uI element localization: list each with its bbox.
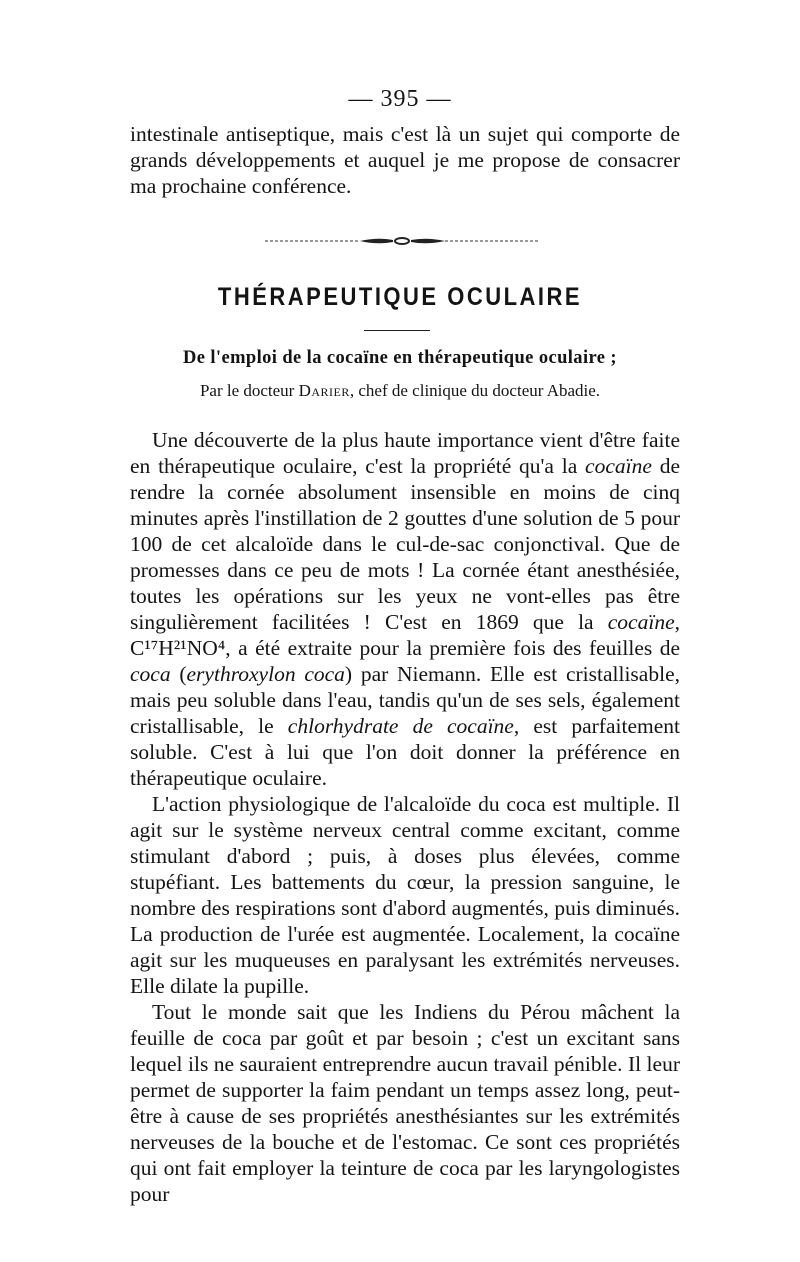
p1-text-3: , C¹⁷H²¹NO⁴, a été extraite pour la première fois des feuilles de [130,610,680,660]
ornamental-rule-icon [265,236,540,246]
byline-prefix: Par le docteur [199,381,299,400]
p1-text-4: ( [170,662,187,686]
paragraph-3: Tout le monde sait que les Indiens du Pérou mâchent la feuille de coca par goût et par besoin ; c'est un excitant sans lequel ils ne sauraient entreprendre aucun travail pénible. Il leur permet de supporter la faim pendant un temps assez long, peut-être à cause de ses propriétés anesthésiantes sur les extrémités nerveuses de la bouche et de l'estomac. Ce sont ces propriétés qui ont fait employer la teinture de coca par les laryngologistes pour [130,1000,680,1206]
page-number: — 395 — [348,86,452,112]
section-title: THÉRAPEUTIQUE OCULAIRE [217,282,583,311]
article-body [130,427,680,1207]
p1-italic-4: erythroxylon coca [186,662,345,686]
byline-suffix: , chef de clinique du docteur Abadie. [349,381,601,400]
author-name: Darier [298,381,350,400]
p1-italic-3: coca [130,662,171,686]
p1-italic-2: cocaïne [607,610,675,634]
opening-text-block [130,121,680,199]
opening-paragraph: intestinale antiseptique, mais c'est là un sujet qui comporte de grands développements et auquel je me propose de consacrer ma prochaine conférence. [130,122,680,198]
p1-text-2: de rendre la cornée absolument insensible en moins de cinq minutes après l'instillation de 2 gouttes d'une solution de 5 pour 100 de cet alcaloïde dans le cul-de-sac conjonctival. Que de promesses dans ce peu de mots ! La cornée étant anesthésiée, toutes les opérations sur les yeux ne vont-elles pas être singulièrement facilitées ! C'est en 1869 que la [130,454,680,634]
p1-text-1: Une découverte de la plus haute importance vient d'être faite en thérapeutique oculaire, c'est la propriété qu'a la [130,428,680,478]
article-heading: De l'emploi de la cocaïne en thérapeutique oculaire ; [183,348,617,368]
article-byline [0,381,800,401]
p1-italic-5: chlorhydrate de cocaïne [287,714,514,738]
divider [364,330,430,331]
p1-italic-1: cocaïne [585,454,652,478]
paragraph-2: L'action physiologique de l'alcaloïde du coca est multiple. Il agit sur le système nerveux central comme excitant, comme stimulant d'abord ; puis, à doses plus élevées, comme stupéfiant. Les battements du cœur, la pression sanguine, le nombre des respirations sont d'abord augmentés, puis diminués. La production de l'urée est augmentée. Localement, la cocaïne agit sur les muqueuses en paralysant les extrémités nerveuses. Elle dilate la pupille. [130,792,680,998]
p1-text-5: ) par Niemann. Elle est cristallisable, mais peu soluble dans l'eau, tandis qu'un de ses sels, également cristallisable, le [130,662,680,738]
p1-text-6: , est parfaitement soluble. C'est à lui que l'on doit donner la préférence en thérapeutique oculaire. [130,714,680,790]
paragraph-1 [130,427,680,791]
